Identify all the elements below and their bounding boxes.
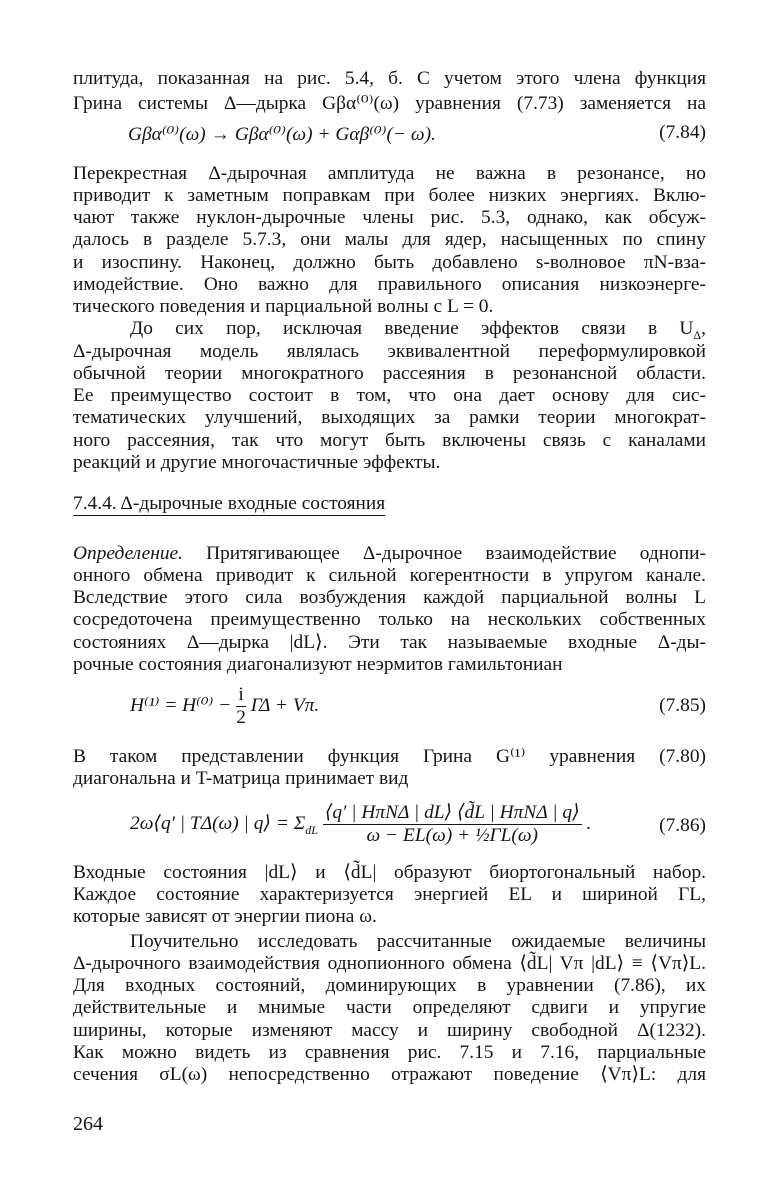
text-line: чают также нуклон-дырочные члены рис. 5.3, однако, как обсуж- — [73, 207, 706, 228]
text-line: тематических улучшений, выходящих за рамки теории многократ- — [73, 407, 706, 428]
eq-lhs: 2ω⟨q′ | TΔ(ω) | q⟩ = Σ — [130, 812, 306, 834]
text-line: ного рассеяния, так что могут быть включены связь с каналами — [73, 430, 706, 451]
text-line: обычной теории многократного рассеяния в резонансной области. — [73, 363, 706, 384]
text-line: ширины, которые изменяют массу и ширину свободной Δ(1232). — [73, 1020, 706, 1041]
page-number: 264 — [73, 1113, 103, 1135]
text-span: , — [701, 318, 706, 339]
text-line — [73, 543, 706, 565]
text-line: Перекрестная Δ-дырочная амплитуда не важна в резонансе, но — [73, 163, 706, 184]
text-line: и изоспину. Наконец, должно быть добавлено s-волновое πN-вза- — [73, 252, 706, 273]
equation-7-84: Gβα⁽⁰⁾(ω) → Gβα⁽⁰⁾(ω) + Gαβ⁽⁰⁾(− ω). — [128, 124, 436, 145]
text-line: реакций и другие многочастичные эффекты. — [73, 452, 441, 473]
text-line: Вследствие этого сила возбуждения каждой парциальной волны L — [73, 587, 706, 608]
text-line: тического поведения и парциальной волны с L = 0. — [73, 296, 494, 317]
text-line: Входные состояния |dL⟩ и ⟨d̃L| образуют биортогональный набор. — [73, 862, 706, 883]
text-line: сечения σL(ω) непосредственно отражают поведение ⟨Vπ⟩L: для — [73, 1064, 706, 1085]
equation-number: (7.85) — [659, 695, 706, 716]
text-line: плитуда, показанная на рис. 5.4, б. С учетом этого члена функция — [73, 68, 706, 89]
sum-subscript: dL — [305, 822, 318, 837]
fraction-numerator: i — [236, 684, 246, 707]
text-line: Δ-дырочная модель являлась эквивалентной переформулировкой — [73, 341, 706, 362]
equation-number: (7.84) — [659, 122, 706, 143]
text-line: В таком представлении функция Грина G⁽¹⁾ уравнения (7.80) — [73, 746, 706, 767]
text-line: Каждое состояние характеризуется энергией EL и шириной ΓL, — [73, 884, 706, 905]
text-line: приводит к заметным поправкам при более низких энергиях. Вклю- — [73, 185, 706, 206]
eq-tail: . — [586, 812, 592, 834]
fraction-denominator: 2 — [236, 707, 246, 728]
text-line: Поучительно исследовать рассчитанные ожидаемые величины — [130, 931, 706, 952]
italic-term: Определение. — [73, 543, 184, 564]
text-line: сосредоточена преимущественно только на нескольких собственных — [73, 609, 706, 630]
eq-lhs: H⁽¹⁾ = H⁽⁰⁾ − — [130, 694, 232, 716]
subscript: Δ — [693, 327, 702, 342]
eq-rhs: ΓΔ + Vπ. — [250, 694, 320, 716]
text-line: Δ-дырочного взаимодействия однопионного обмена ⟨d̃L| Vπ |dL⟩ ≡ ⟨Vπ⟩L. — [73, 953, 706, 974]
equation-7-86 — [130, 802, 591, 847]
section-heading: 7.4.4. Δ-дырочные входные состояния — [73, 493, 386, 514]
fraction — [323, 802, 582, 847]
fraction — [236, 684, 246, 729]
equation-number: (7.86) — [659, 815, 706, 836]
text-line: далось в разделе 5.7.3, они малы для ядер, насыщенных по спину — [73, 229, 706, 250]
text-line: действительные и мнимые части определяют сдвиги и упругие — [73, 997, 706, 1018]
text-line: Грина системы Δ—дырка Gβα⁽⁰⁾(ω) уравнения (7.73) заменяется на — [73, 93, 706, 114]
fraction-numerator: ⟨q′ | HπNΔ | dL⟩ ⟨d̃L | HπNΔ | q⟩ — [324, 802, 580, 823]
text-line: онного обмена приводит к сильной когерентности в упругом канале. — [73, 565, 706, 586]
text-span: Притягивающее Δ-дырочное взаимодействие однопи- — [183, 543, 706, 564]
text-line: которые зависят от энергии пиона ω. — [73, 906, 377, 927]
text-line: состояниях Δ—дырка |dL⟩. Эти так называемые входные Δ-ды- — [73, 632, 706, 653]
text-line: диагональна и T-матрица принимает вид — [73, 768, 409, 789]
text-line: Для входных состояний, доминирующих в уравнении (7.86), их — [73, 975, 706, 996]
text-line: Как можно видеть из сравнения рис. 7.15 и 7.16, парциальные — [73, 1042, 706, 1063]
equation-7-85 — [130, 684, 319, 729]
fraction-denominator: ω − EL(ω) + ½ΓL(ω) — [366, 825, 538, 846]
text-line: рочные состояния диагонализуют неэрмитов гамильтониан — [73, 654, 563, 675]
text-line: имодействие. Оно важно для правильного описания низкоэнерге- — [73, 274, 706, 295]
text-line: Ее преимущество состоит в том, что она дает основу для сис- — [73, 385, 706, 406]
text-span: До сих пор, исключая введение эффектов связи в U — [130, 318, 694, 339]
